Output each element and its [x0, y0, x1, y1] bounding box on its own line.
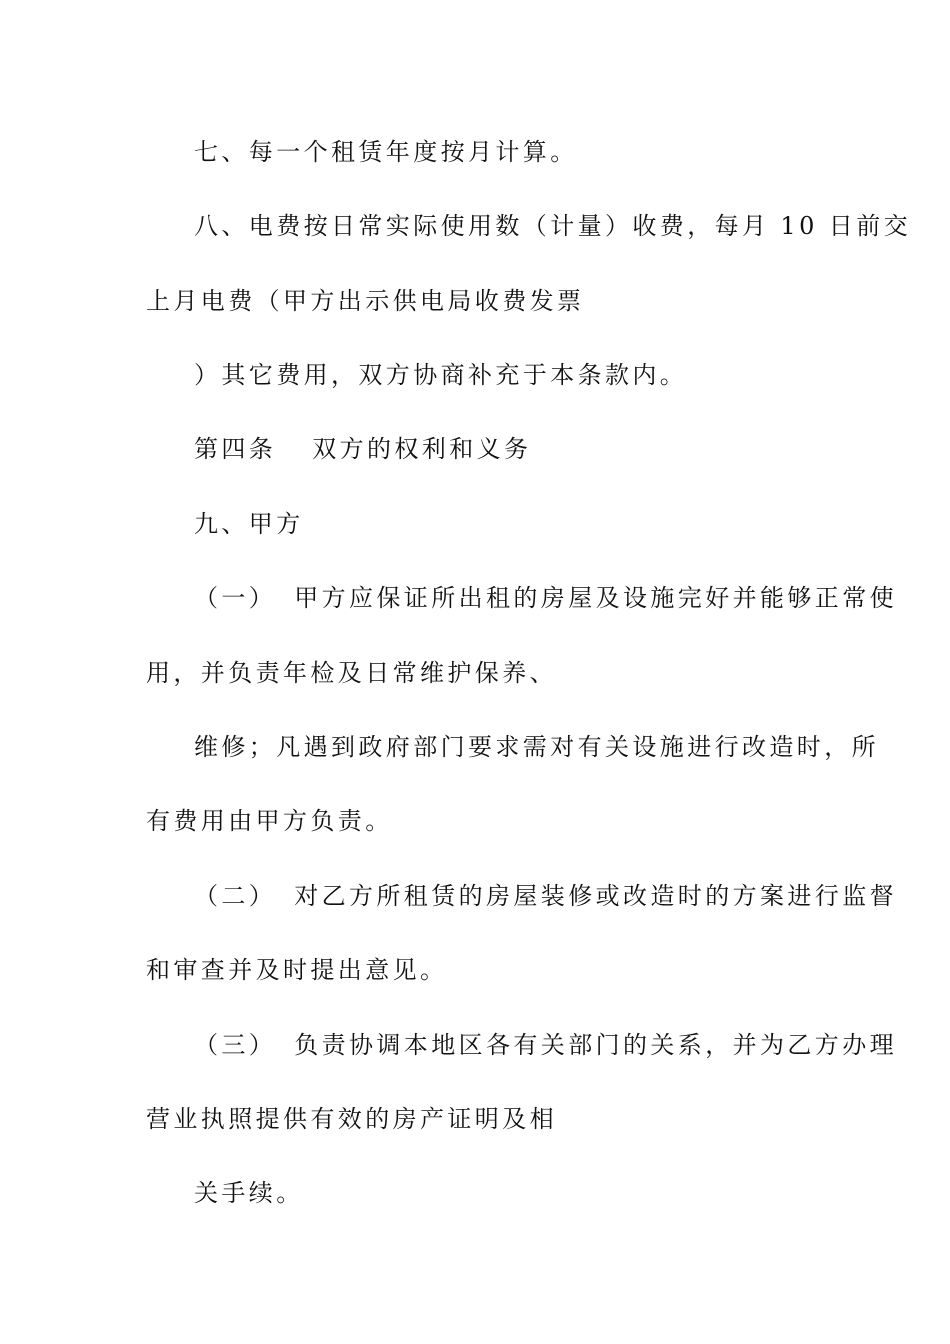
article-4-title: 双方的权利和义务 — [312, 435, 532, 463]
item-1-line-2: 用，并负责年检及日常维护保养、 — [146, 659, 557, 687]
clause-8-line-3: ）其它费用，双方协商补充于本条款内。 — [194, 361, 688, 389]
item-3-line-3: 关手续。 — [194, 1179, 304, 1207]
item-2-label: （二） — [194, 882, 277, 910]
clause-8-line-1: 八、电费按日常实际使用数（计量）收费，每月 10 日前交 — [194, 212, 911, 240]
item-1-label: （一） — [194, 584, 277, 612]
article-4-number: 第四条 — [194, 435, 277, 463]
item-2-line-2: 和审查并及时提出意见。 — [146, 956, 448, 984]
clause-7: 七、每一个租赁年度按月计算。 — [194, 138, 578, 166]
item-1-line-4: 有费用由甲方负责。 — [146, 807, 393, 835]
item-2-text: 对乙方所租赁的房屋装修或改造时的方案进行监督 — [294, 882, 898, 910]
item-1-line-3: 维修；凡遇到政府部门要求需对有关设施进行改造时，所 — [194, 733, 879, 761]
clause-8-line-2: 上月电费（甲方出示供电局收费发票 — [146, 287, 585, 315]
item-3-line-1 — [194, 1030, 897, 1060]
item-1-text: 甲方应保证所出租的房屋及设施完好并能够正常使 — [294, 584, 898, 612]
item-2-line-1 — [194, 881, 897, 911]
item-3-label: （三） — [194, 1031, 277, 1059]
clause-9-heading: 九、甲方 — [194, 510, 304, 538]
item-1-line-1 — [194, 583, 897, 613]
item-3-line-2: 营业执照提供有效的房产证明及相 — [146, 1105, 557, 1133]
item-3-text: 负责协调本地区各有关部门的关系，并为乙方办理 — [294, 1031, 898, 1059]
article-4-heading — [194, 434, 531, 464]
